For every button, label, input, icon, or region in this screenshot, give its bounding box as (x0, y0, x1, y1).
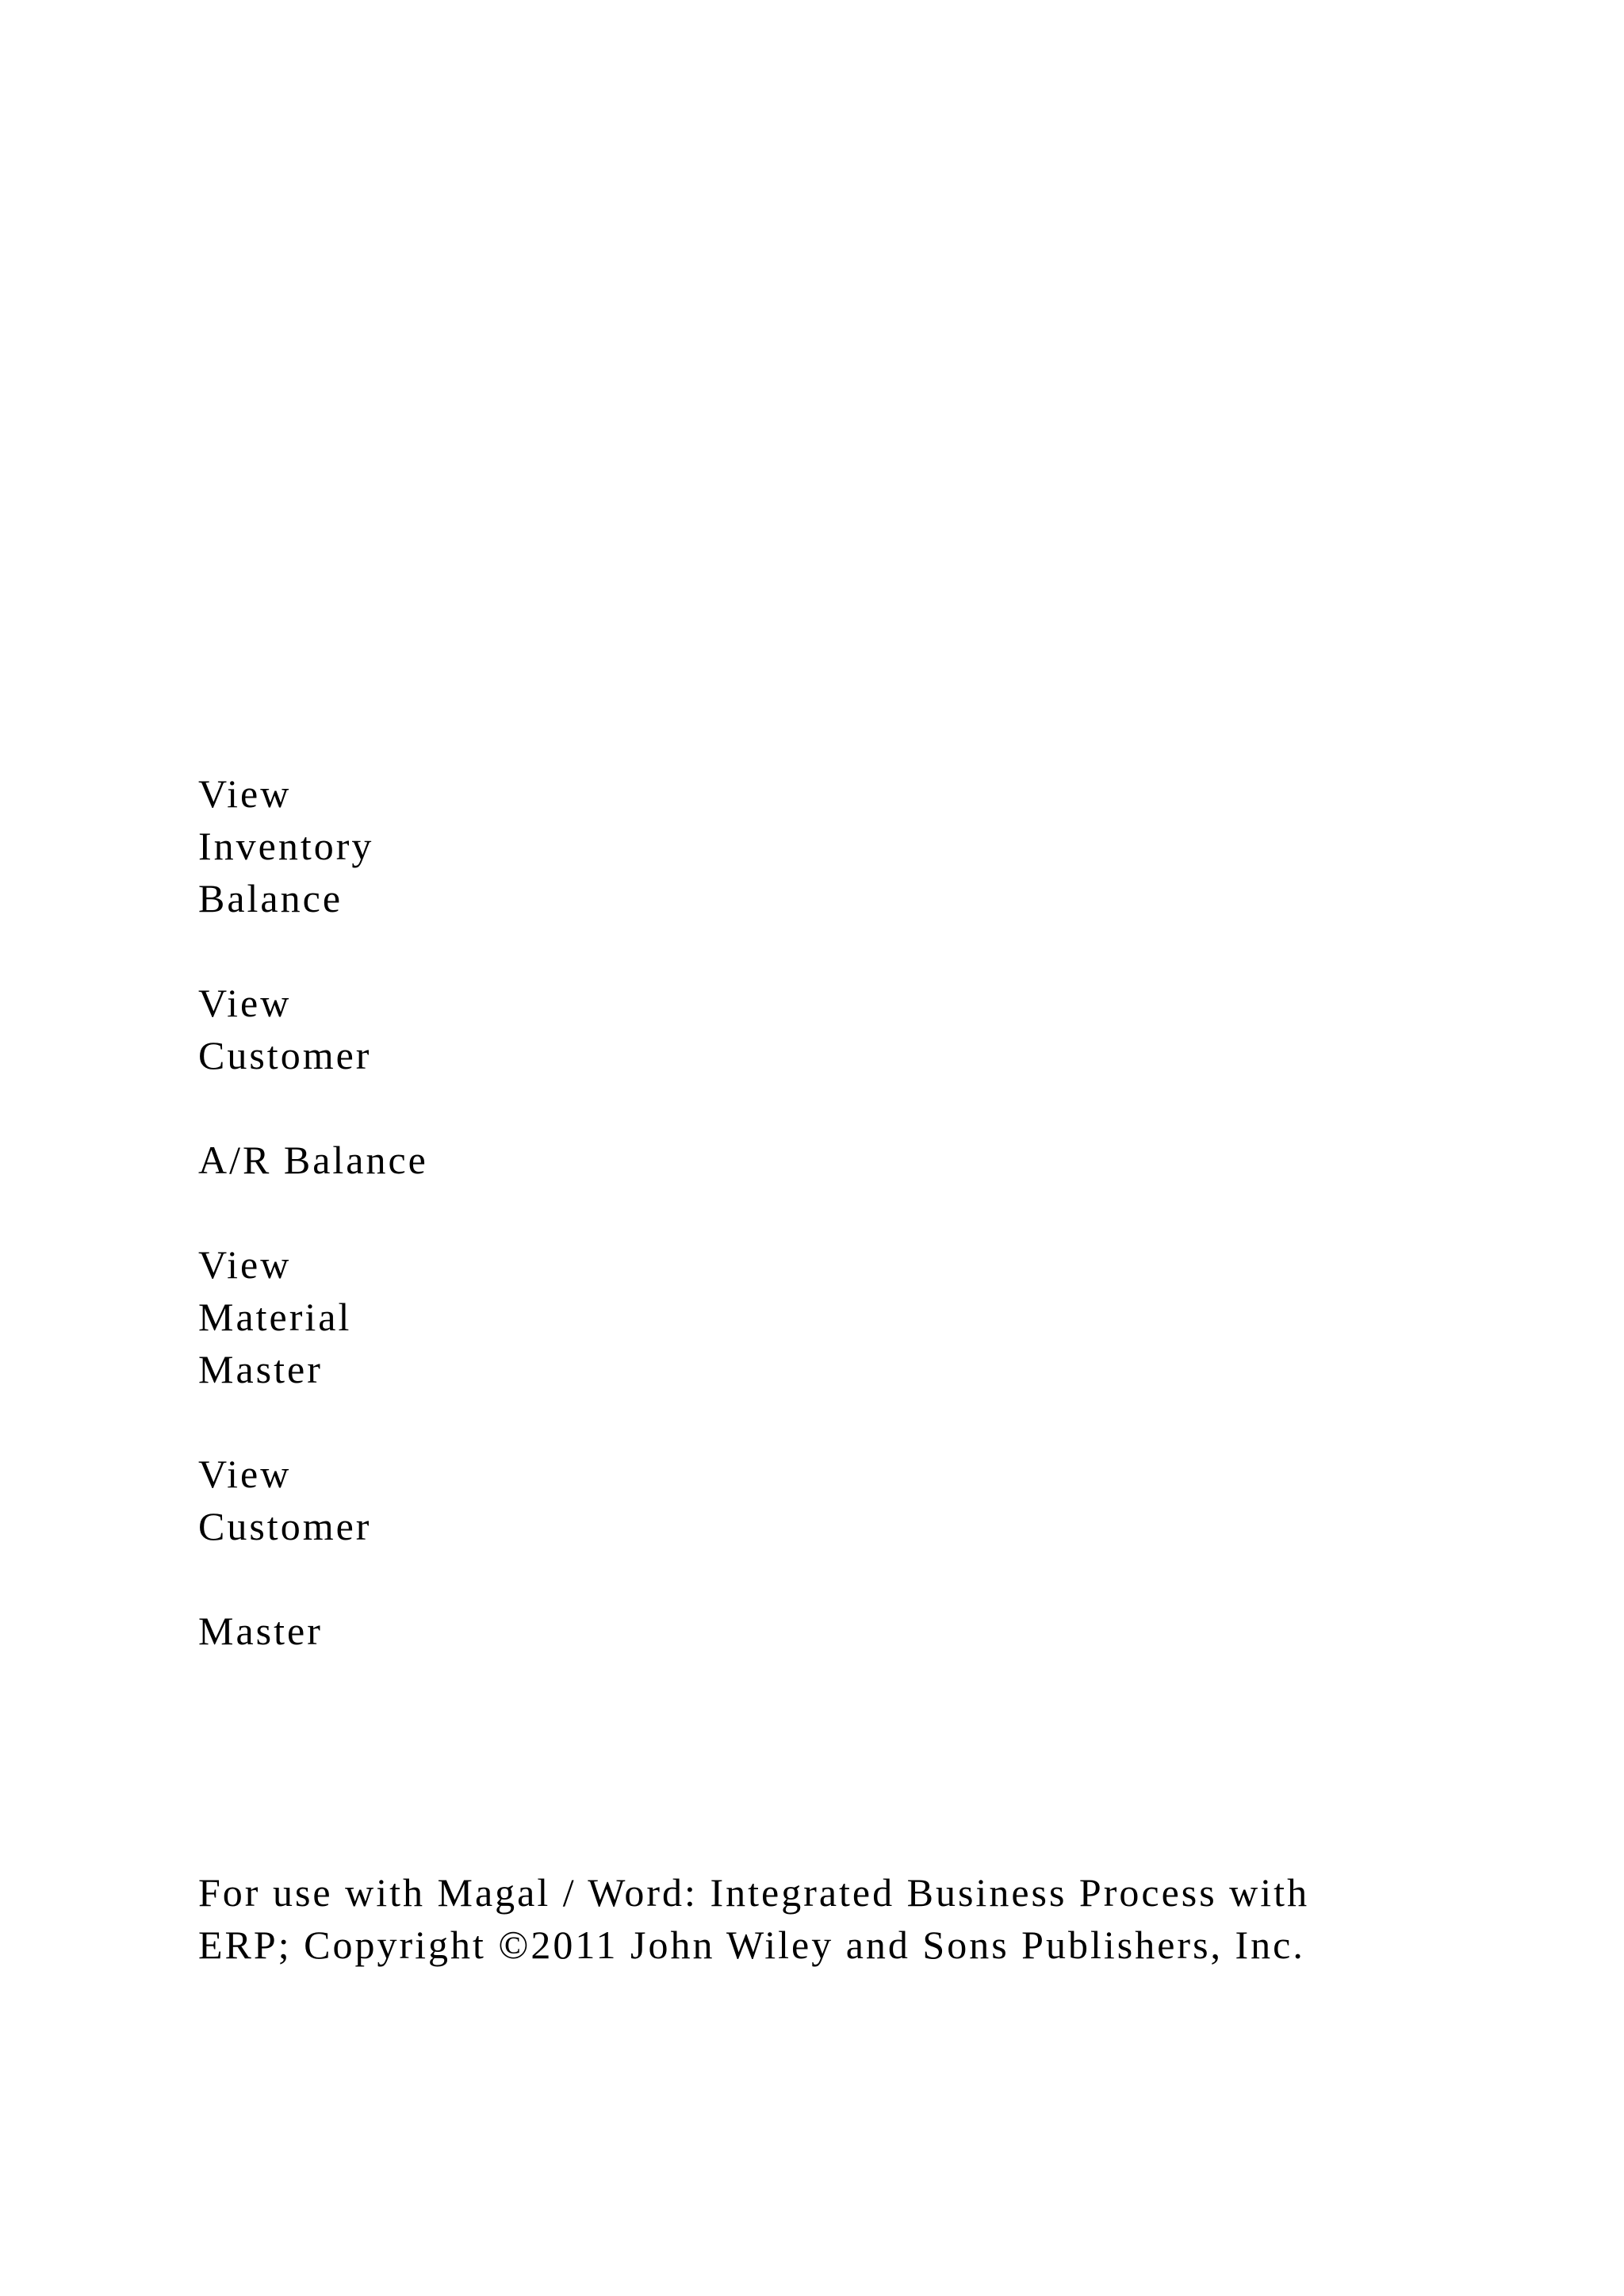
footer-line: ERP; Copyright ©2011 John Wiley and Sons Publishers, Inc. (198, 1923, 1305, 1967)
text-line: View (198, 1242, 292, 1287)
footer-line: For use with Magal / Word: Integrated Business Process with (198, 1870, 1310, 1915)
text-line: View (198, 1452, 292, 1496)
text-line: Master (198, 1347, 323, 1391)
text-line: Material (198, 1295, 352, 1339)
text-line: Customer (198, 1504, 372, 1548)
master-label (198, 1605, 323, 1657)
view-inventory-balance-label (198, 767, 373, 924)
view-customer-label (198, 977, 371, 1081)
text-line: Inventory (198, 824, 374, 868)
text-line: A/R Balance (198, 1138, 428, 1182)
text-line: View (198, 981, 292, 1025)
text-line: View (198, 771, 292, 816)
text-line: Balance (198, 876, 343, 920)
view-customer-master-label (198, 1448, 371, 1552)
text-line: Master (198, 1609, 323, 1653)
ar-balance-label (198, 1134, 428, 1186)
copyright-footer (198, 1866, 1309, 1971)
view-material-master-label (198, 1238, 351, 1395)
text-line: Customer (198, 1033, 372, 1077)
